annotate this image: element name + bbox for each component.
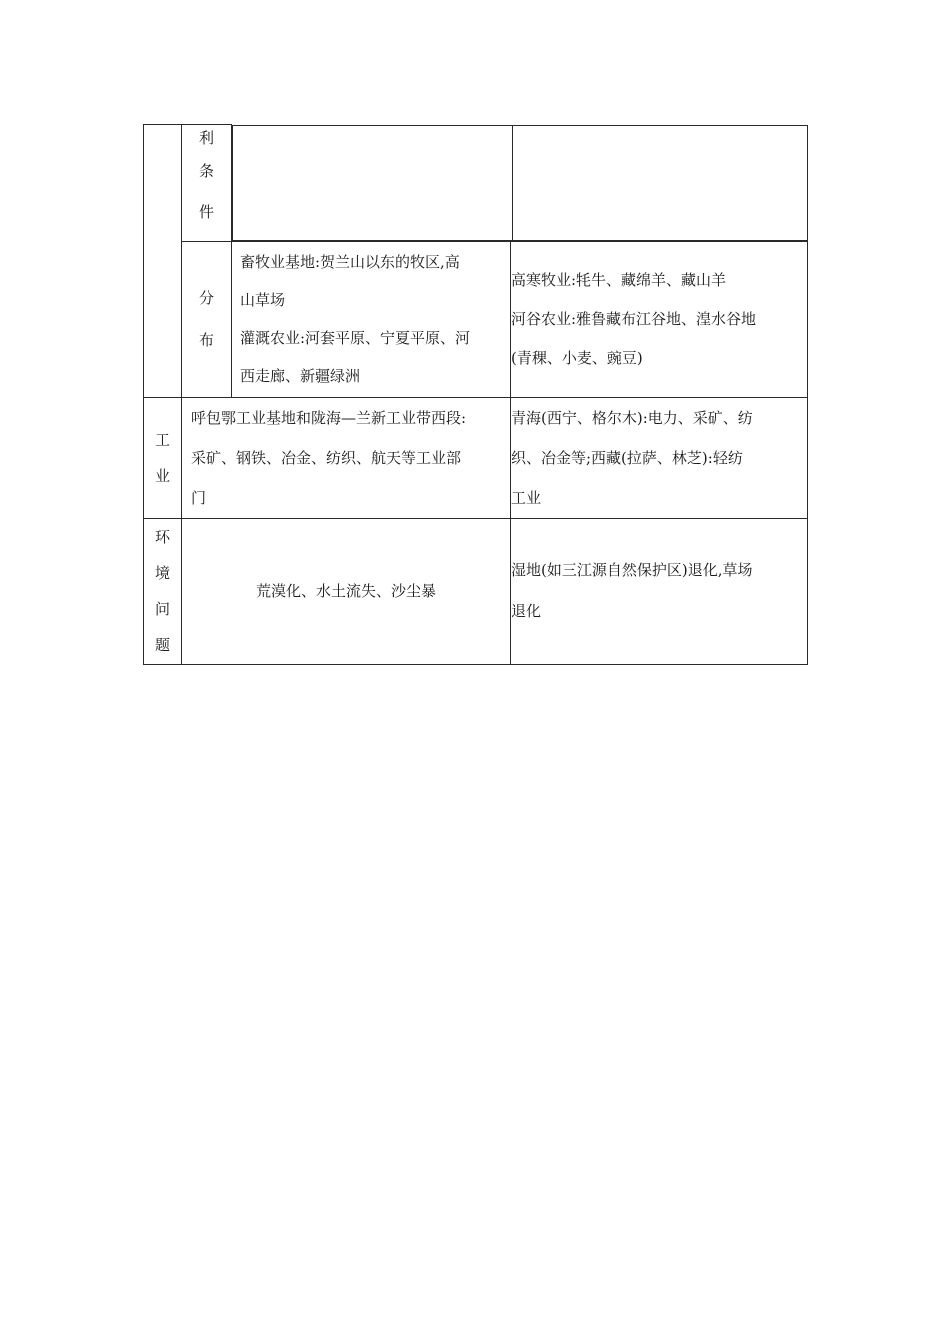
industry-left-cell xyxy=(182,397,511,518)
distribution-label-char: 布 xyxy=(198,331,214,349)
conditions-right-cell xyxy=(513,125,808,240)
agriculture-category-cell-empty xyxy=(144,125,182,398)
distribution-left-line: 西走廊、新疆绿洲 xyxy=(240,367,361,385)
environment-right-cell xyxy=(511,518,808,664)
table-row-conditions xyxy=(144,125,808,242)
distribution-label-char: 分 xyxy=(198,289,214,307)
environment-right-line: 湿地(如三江源自然保护区)退化,草场 xyxy=(511,561,753,579)
environment-label-cell xyxy=(144,518,182,664)
conditions-label-char: 利 xyxy=(198,129,214,147)
industry-label-char: 工 xyxy=(154,430,170,449)
table-row-distribution xyxy=(144,241,808,397)
environment-right-line: 退化 xyxy=(511,602,542,620)
industry-left-line: 门 xyxy=(191,488,207,507)
conditions-left-cell xyxy=(233,125,513,240)
conditions-label-char: 件 xyxy=(198,203,214,221)
industry-right-line: 工业 xyxy=(511,488,542,507)
environment-left-cell: 荒漠化、水土流失、沙尘暴 xyxy=(182,518,511,664)
industry-left-line: 采矿、钢铁、冶金、纺织、航天等工业部 xyxy=(191,448,462,467)
table-row-industry xyxy=(144,397,808,518)
environment-label-char: 题 xyxy=(154,636,170,654)
conditions-label-cell xyxy=(182,125,232,242)
conditions-content-wrapper xyxy=(232,125,808,242)
geography-comparison-table xyxy=(143,124,808,665)
environment-label-char: 环 xyxy=(154,528,170,546)
distribution-left-line: 山草场 xyxy=(240,291,286,309)
industry-label-cell xyxy=(144,397,182,518)
distribution-right-cell xyxy=(511,241,808,397)
industry-label-char: 业 xyxy=(154,466,170,485)
environment-label-char: 问 xyxy=(154,600,170,618)
table-row-environment xyxy=(144,518,808,664)
distribution-right-line: 高寒牧业:牦牛、藏绵羊、藏山羊 xyxy=(511,270,727,289)
distribution-right-line: (青稞、小麦、豌豆) xyxy=(511,348,643,367)
conditions-label-char: 条 xyxy=(198,162,214,180)
environment-label-char: 境 xyxy=(154,564,170,582)
industry-right-line: 织、冶金等;西藏(拉萨、林芝):轻纺 xyxy=(511,448,743,467)
distribution-label-cell xyxy=(182,241,232,397)
distribution-right-line: 河谷农业:雅鲁藏布江谷地、湟水谷地 xyxy=(511,309,757,328)
distribution-left-line: 畜牧业基地:贺兰山以东的牧区,高 xyxy=(240,253,460,271)
industry-right-cell xyxy=(511,397,808,518)
industry-left-line: 呼包鄂工业基地和陇海—兰新工业带西段: xyxy=(191,408,467,427)
distribution-left-line: 灌溉农业:河套平原、宁夏平原、河 xyxy=(240,329,471,347)
distribution-left-cell xyxy=(232,241,511,397)
industry-right-line: 青海(西宁、格尔木):电力、采矿、纺 xyxy=(511,408,753,427)
